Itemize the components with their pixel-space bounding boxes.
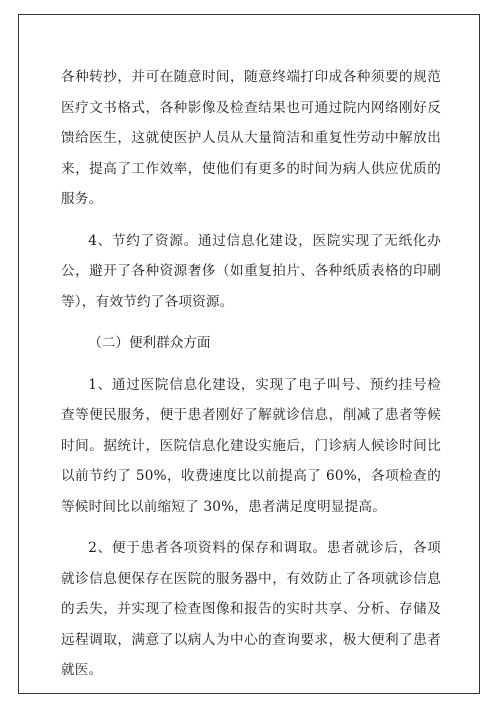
document-body (61, 62, 441, 697)
paragraph-record-storage: 2、便于患者各项资料的保存和调取。患者就诊后，各项就诊信息便保存在医院的服务器中，有效防止了各项就诊信息的丢失，并实现了检查图像和报告的实时共享、分析、存储及远程调取，满意了以病人为中心的查询要求，极大便利了患者就医。 (61, 540, 441, 678)
paragraph-convenience-services: 1、通过医院信息化建设，实现了电子叫号、预约挂号检查等便民服务，便于患者刚好了解就诊信息，削减了患者等候时间。据统计，医院信息化建设实施后，门诊病人候诊时间比以前节约了 50%，收费速度比以前提高了 60%，各项检查的等候时间比以前缩短了 30%，患者满足度明显提高。 (61, 376, 441, 515)
paragraph-continuation: 各种转抄，并可在随意时间，随意终端打印成各种须要的规范医疗文书格式，各种影像及检查结果也可通过院内网络刚好反馈给医生，这就使医护人员从大量简洁和重复性劳动中解放出来，提高了工作效率，使他们有更多的时间为病人供应优质的服务。 (61, 69, 441, 207)
section-heading-public-convenience: （二）便利群众方面 (88, 335, 211, 351)
paragraph-save-resources: 4、节约了资源。通过信息化建设，医院实现了无纸化办公，避开了各种资源奢侈（如重复拍片、各种纸质表格的印刷等），有效节约了各项资源。 (61, 232, 441, 310)
